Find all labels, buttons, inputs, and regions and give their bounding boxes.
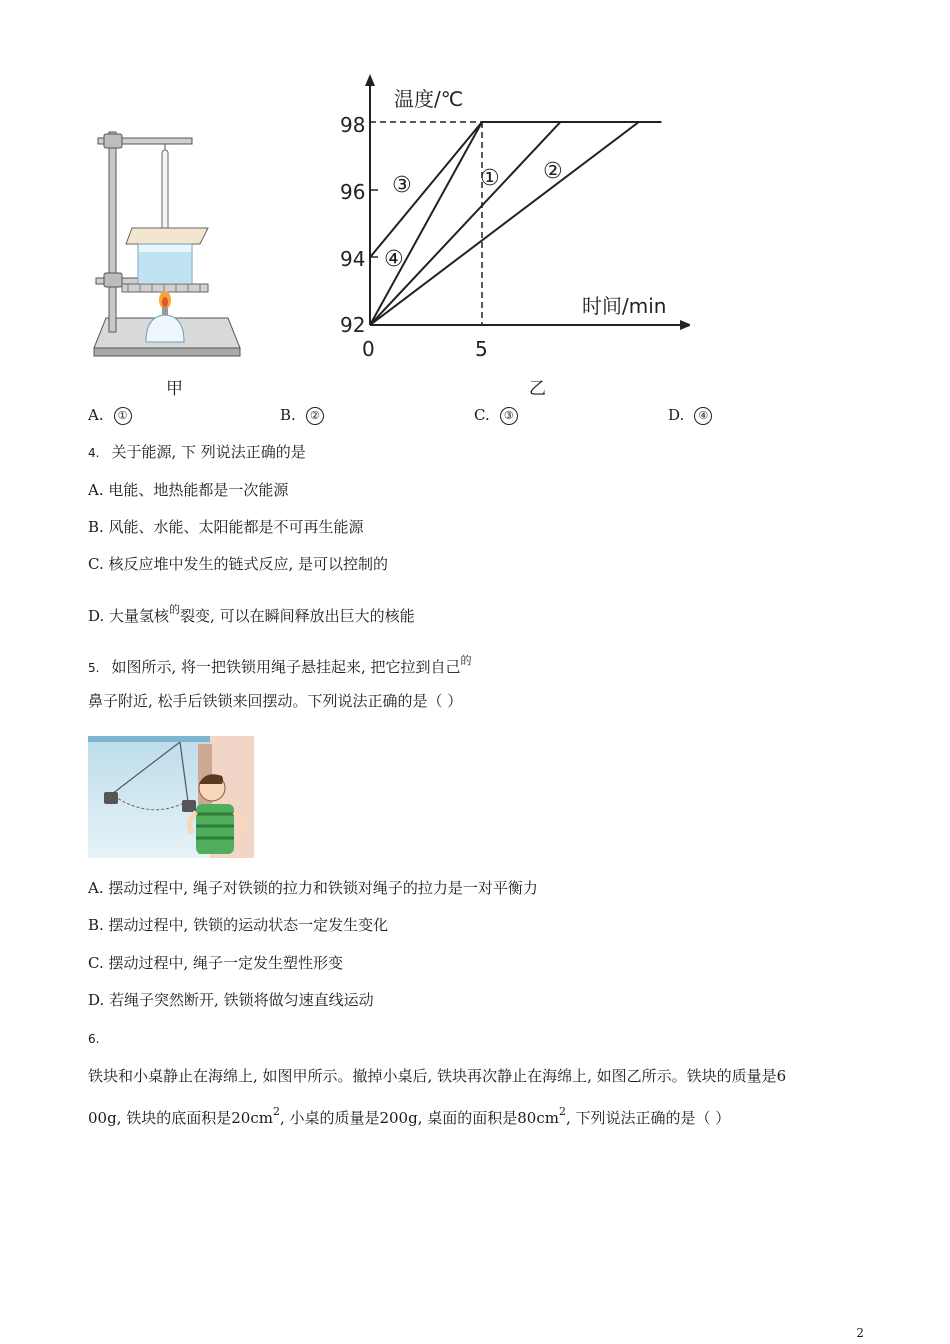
x-tick-5: 5 [475,337,488,360]
q3-option-d[interactable]: D. ④ [668,406,712,425]
lock-right-icon [182,800,196,812]
q3-option-a[interactable]: A. ① [88,406,132,425]
y-axis-label: 温度/℃ [394,87,464,111]
y-tick-92: 92 [340,313,366,337]
q5-number: 5. [88,661,100,675]
series-marker-4: ④ [384,247,404,272]
lock-left-icon [104,792,118,804]
q5-option-d[interactable]: D. 若绳子突然断开, 铁锁将做匀速直线运动 [88,991,374,1009]
x-axis-label: 时间/min [582,294,667,318]
x-tick-0: 0 [362,337,375,360]
figure-yi-caption: 乙 [529,379,546,399]
temperature-chart [330,70,690,360]
q5-option-c[interactable]: C. 摆动过程中, 绳子一定发生塑性形变 [88,954,344,972]
q4-option-b[interactable]: B. 风能、水能、太阳能都是不可再生能源 [88,518,364,536]
y-tick-94: 94 [340,247,366,271]
q6-stem-line1: 铁块和小桌静止在海绵上, 如图甲所示。撤掉小桌后, 铁块再次静止在海绵上, 如图乙所示。铁块的质量是6 [88,1067,787,1085]
y-tick-96: 96 [340,180,366,204]
q5-stem-line2: 鼻子附近, 松手后铁锁来回摆动。下列说法正确的是（ ） [88,692,463,710]
series-line-3 [370,122,661,257]
q5-option-b[interactable]: B. 摆动过程中, 铁锁的运动状态一定发生变化 [88,916,389,934]
q4-option-c[interactable]: C. 核反应堆中发生的链式反应, 是可以控制的 [88,555,389,573]
q3-option-c[interactable]: C. ③ [474,406,518,425]
q4-option-d[interactable]: D. 大量氢核$^的$裂变, 可以在瞬间释放出巨大的核能 [88,603,415,625]
q3-option-b[interactable]: B. ② [280,406,324,425]
y-tick-98: 98 [340,113,366,137]
q4-stem: 4. 关于能源, 下 列说法正确的是 [88,443,306,461]
boy-shirt [196,804,234,854]
apparatus-figure [88,110,258,370]
pendulum-figure [88,736,254,858]
q5-option-a[interactable]: A. 摆动过程中, 绳子对铁锁的拉力和铁锁对绳子的拉力是一对平衡力 [88,879,538,897]
figure-jia-caption: 甲 [166,379,183,399]
series-marker-3: ③ [392,173,412,198]
q6-number: 6. [88,1032,100,1046]
q5-stem-line1: 5. 如图所示, 将一把铁锁用绳子悬挂起来, 把它拉到自己$^的$ [88,654,472,676]
q4-option-a[interactable]: A. 电能、地热能都是一次能源 [88,481,289,499]
series-marker-1: ① [480,166,500,191]
q6-stem-line2: 00g, 铁块的底面积是$20cm^2$, 小桌的质量是200g, 桌面的面积是$80cm^2$, 下列说法正确的是（ ） [88,1105,731,1127]
series-marker-2: ② [543,159,563,184]
page-number: 2 [856,1326,864,1340]
q4-number: 4. [88,446,100,460]
